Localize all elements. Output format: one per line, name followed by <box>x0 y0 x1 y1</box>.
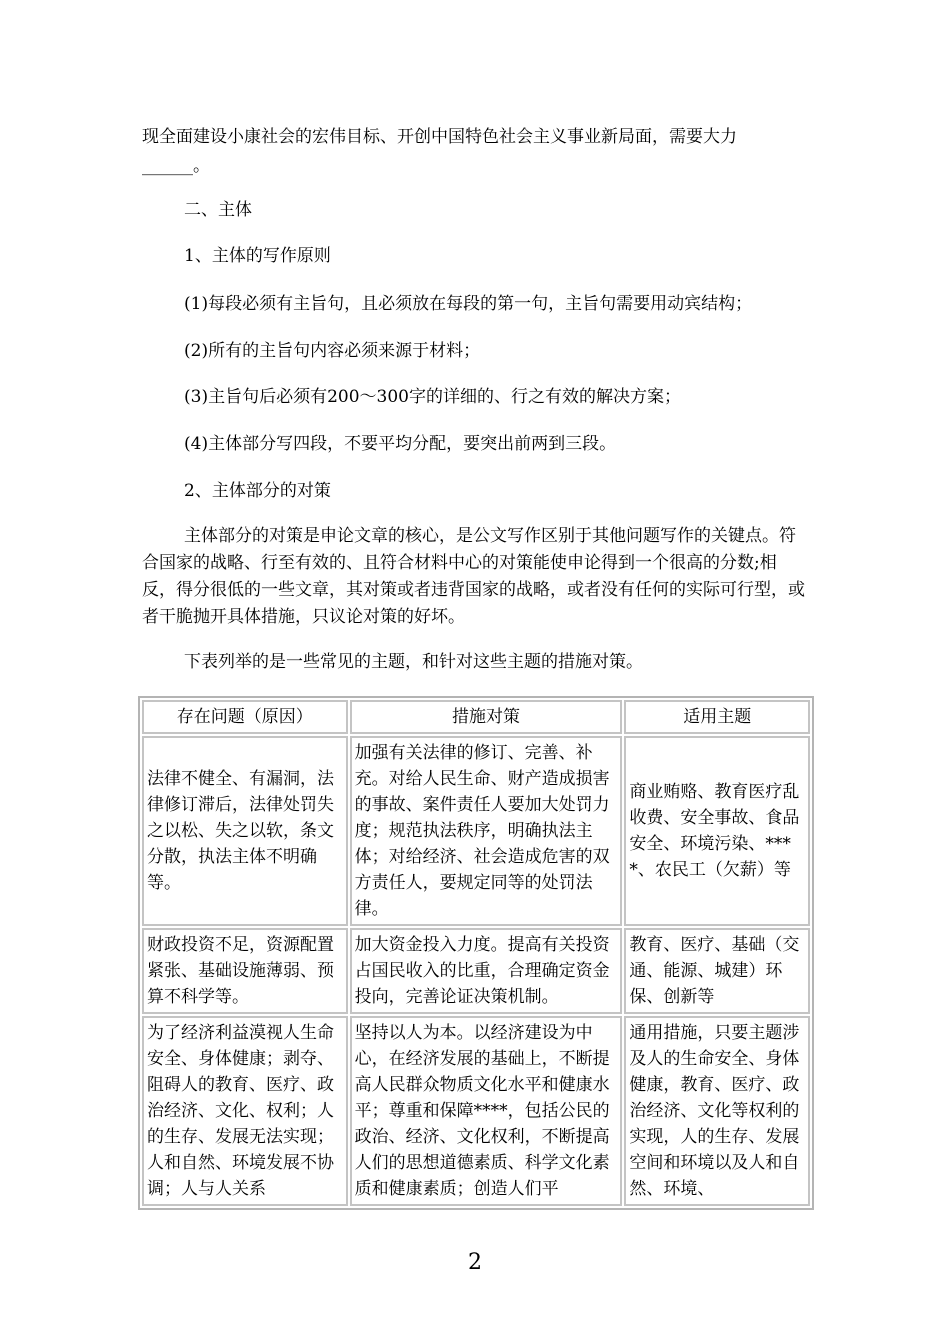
intro-line-2: ______。 <box>142 156 210 176</box>
table-row <box>142 1016 810 1206</box>
header-measure: 措施对策 <box>350 700 623 734</box>
cell-theme: 商业贿赂、教育医疗乱收费、安全事故、食品安全、环境污染、****、农民工（欠薪）等 <box>624 736 810 926</box>
cell-theme: 通用措施，只要主题涉及人的生命安全、身体健康，教育、医疗、政治经济、文化等权利的实现，人的生存、发展空间和环境以及人和自然、环境、 <box>629 1023 800 1199</box>
table-intro: 下表列举的是一些常见的主题，和针对这些主题的措施对策。 <box>184 652 643 672</box>
principle-3: (3)主旨句后必须有200～300字的详细的、行之有效的解决方案； <box>184 387 681 407</box>
header-theme: 适用主题 <box>624 700 810 734</box>
header-problem: 存在问题（原因） <box>142 700 348 734</box>
countermeasure-heading: 2、主体部分的对策 <box>184 481 331 501</box>
cell-problem: 为了经济利益漠视人生命安全、身体健康；剥夺、阻碍人的教育、医疗、政治经济、文化、权利；人的生存、发展无法实现；人和自然、环境发展不协调；人与人关系 <box>147 1023 334 1199</box>
page-number: 2 <box>468 1250 482 1275</box>
section-heading: 二、主体 <box>184 200 252 220</box>
table-row <box>142 736 810 926</box>
cell-theme: 教育、医疗、基础（交通、能源、城建）环保、创新等 <box>624 928 810 1014</box>
principles-heading: 1、主体的写作原则 <box>184 246 331 266</box>
cell-problem: 法律不健全、有漏洞，法律修订滞后，法律处罚失之以松、失之以软，条文分散，执法主体不明确等。 <box>142 736 348 926</box>
cell-measure: 加大资金投入力度。提高有关投资占国民收入的比重，合理确定资金投向，完善论证决策机制。 <box>350 928 623 1014</box>
countermeasure-table <box>138 696 814 1210</box>
intro-line-1: 现全面建设小康社会的宏伟目标、开创中国特色社会主义事业新局面，需要大力 <box>142 127 737 147</box>
table-header-row <box>142 700 810 734</box>
cell-measure: 坚持以人为本。以经济建设为中心，在经济发展的基础上，不断提高人民群众物质文化水平和健康水平；尊重和保障****，包括公民的政治、经济、文化权利，不断提高人们的思想道德素质、科学文化素质和健康素质；创造人们平 <box>354 1023 610 1199</box>
table-row <box>142 928 810 1014</box>
principle-1: (1)每段必须有主旨句，且必须放在每段的第一句，主旨句需要用动宾结构； <box>184 294 753 314</box>
principle-2: (2)所有的主旨句内容必须来源于材料； <box>184 341 481 361</box>
principle-4: (4)主体部分写四段，不要平均分配，要突出前两到三段。 <box>184 434 617 454</box>
cell-measure: 加强有关法律的修订、完善、补充。对给人民生命、财产造成损害的事故、案件责任人要加大处罚力度；规范执法秩序，明确执法主体；对给经济、社会造成危害的双方责任人，要规定同等的处罚法律。 <box>350 736 623 926</box>
cell-problem: 财政投资不足，资源配置紧张、基础设施薄弱、预算不科学等。 <box>142 928 348 1014</box>
countermeasure-paragraph: 主体部分的对策是申论文章的核心，是公文写作区别于其他问题写作的关键点。符合国家的战略、行至有效的、且符合材料中心的对策能使申论得到一个很高的分数;相反，得分很低的一些文章，其对策或者违背国家的战略，或者没有任何的实际可行型，或者干脆抛开具体措施，只议论对策的好坏。 <box>142 526 805 627</box>
